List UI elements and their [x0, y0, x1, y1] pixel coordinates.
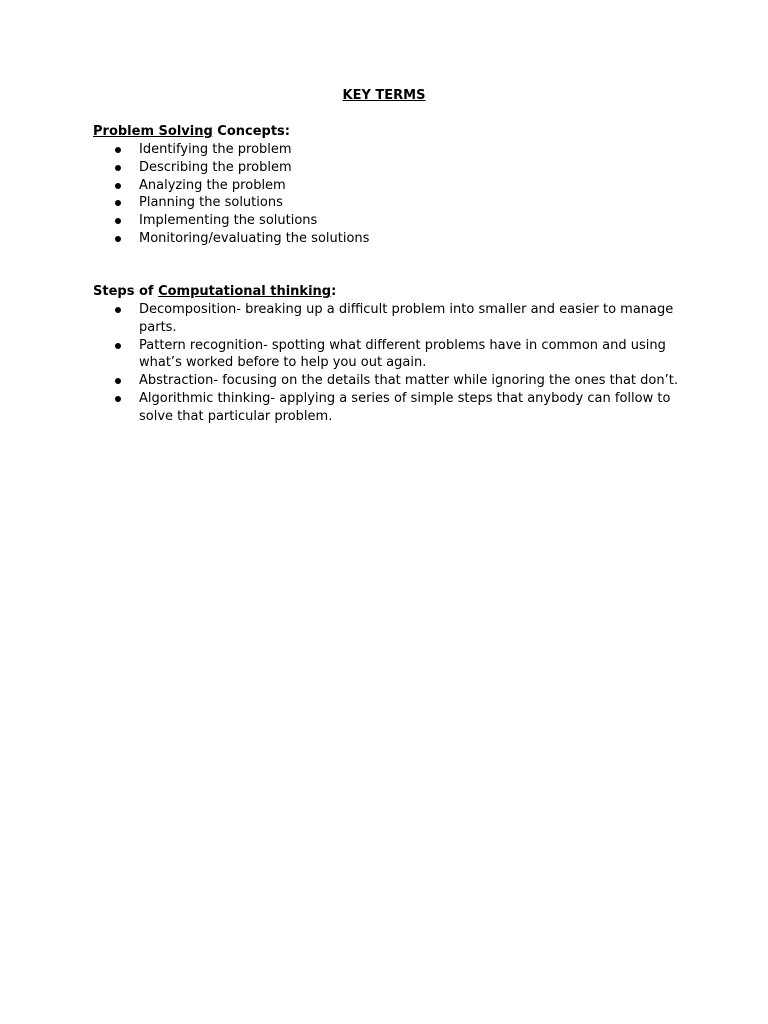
- computational-thinking-heading-prefix: Steps of: [93, 284, 159, 299]
- computational-thinking-heading-suffix: :: [331, 284, 337, 299]
- list-item-text: Decomposition- breaking up a difficult problem into smaller and easier to manage parts.: [139, 302, 674, 335]
- problem-solving-heading: [93, 123, 683, 141]
- problem-solving-heading-rest: Concepts:: [212, 124, 290, 139]
- list-item-text: Monitoring/evaluating the solutions: [139, 230, 370, 246]
- bullet-icon: [115, 343, 121, 349]
- list-item: [93, 159, 683, 177]
- list-item: [93, 390, 683, 426]
- bullet-icon: [115, 236, 121, 242]
- list-item-text: Planning the solutions: [139, 195, 283, 211]
- list-item: [93, 337, 683, 373]
- computational-thinking-heading-underlined: Computational thinking: [158, 284, 332, 299]
- bullet-icon: [115, 165, 121, 171]
- computational-thinking-section: [93, 283, 683, 426]
- list-item-text: Describing the problem: [139, 159, 292, 175]
- bullet-icon: [115, 200, 121, 206]
- bullet-icon: [115, 307, 121, 313]
- bullet-icon: [115, 218, 121, 224]
- list-item: [93, 301, 683, 337]
- bullet-icon: [115, 183, 121, 189]
- computational-thinking-heading: [93, 283, 683, 301]
- list-item-text: Analyzing the problem: [139, 177, 286, 193]
- list-item-text: Implementing the solutions: [139, 213, 318, 229]
- problem-solving-section: [93, 123, 683, 248]
- problem-solving-heading-underlined: Problem Solving: [93, 124, 213, 139]
- bullet-icon: [115, 147, 121, 153]
- list-item: [93, 177, 683, 195]
- computational-thinking-list: [93, 301, 683, 426]
- list-item-text: Identifying the problem: [139, 142, 292, 157]
- list-item: [93, 372, 683, 390]
- list-item-text: Abstraction- focusing on the details that matter while ignoring the ones that don’t.: [139, 373, 678, 389]
- list-item: [93, 212, 683, 230]
- list-item-text: Algorithmic thinking- applying a series of simple steps that anybody can follow to solve that particular problem.: [139, 390, 671, 424]
- page-title: KEY TERMS: [342, 88, 426, 103]
- list-item-text: Pattern recognition- spotting what different problems have in common and using what’s worked before to help you out again.: [139, 337, 666, 371]
- problem-solving-list: [93, 141, 683, 248]
- list-item: [93, 194, 683, 212]
- list-item: [93, 230, 683, 248]
- list-item: [93, 141, 683, 159]
- bullet-icon: [115, 378, 121, 384]
- bullet-icon: [115, 396, 121, 402]
